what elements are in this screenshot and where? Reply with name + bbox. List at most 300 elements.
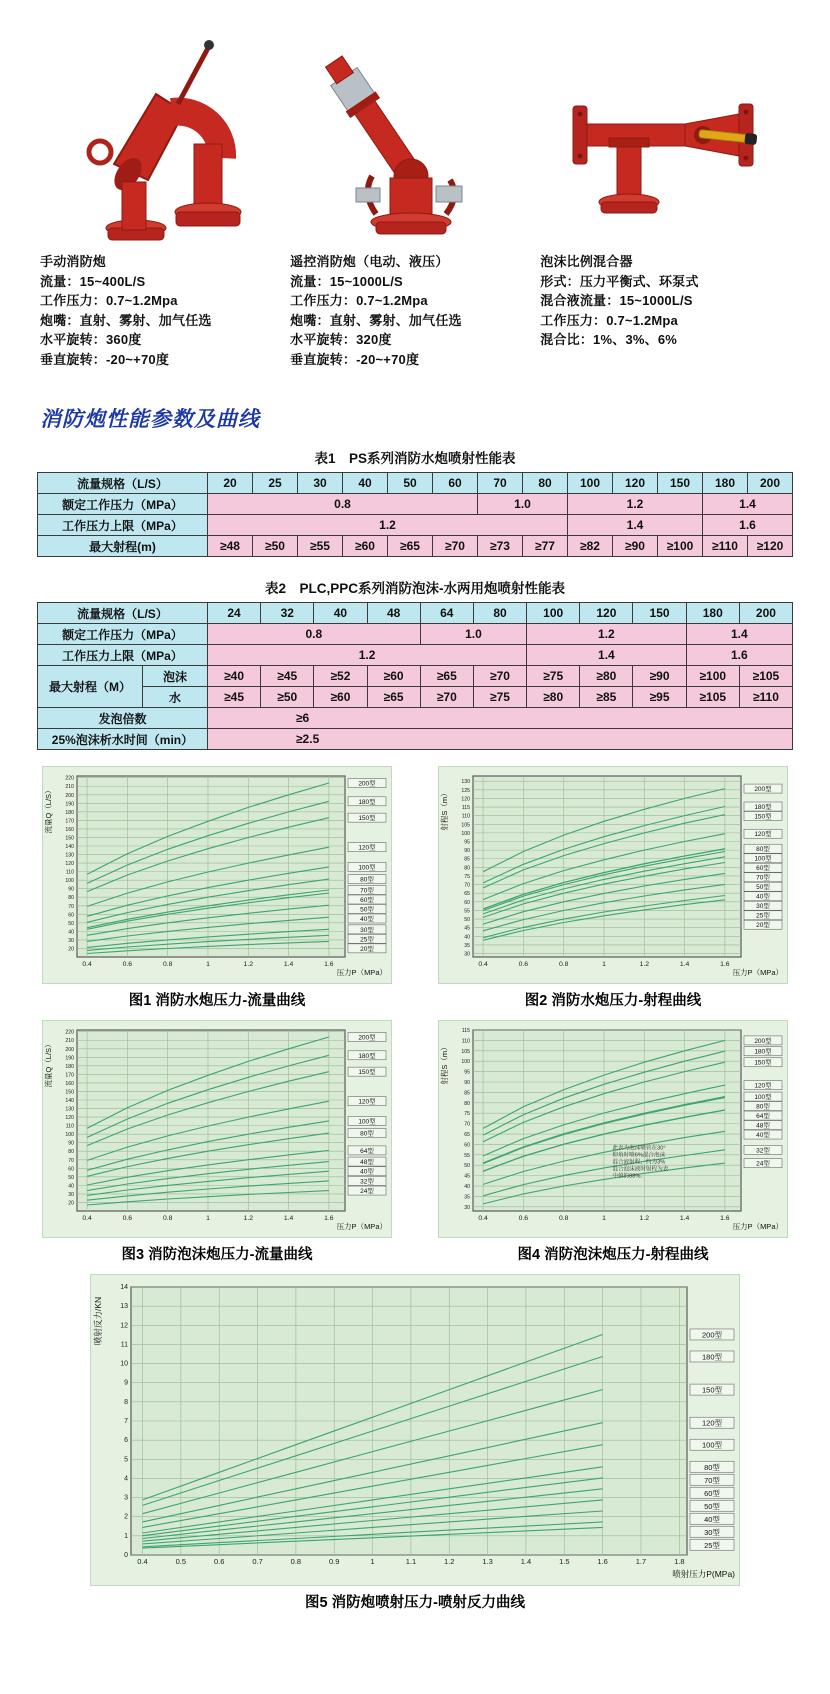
svg-text:85: 85 [464,856,470,863]
svg-text:压力P（MPa）: 压力P（MPa） [732,968,783,977]
svg-text:1.4: 1.4 [283,961,294,968]
table-cell: ≥65 [420,666,473,687]
table-cell: ≥90 [613,536,658,557]
svg-text:75: 75 [464,1111,470,1118]
figure-2 [438,766,788,1010]
svg-text:20: 20 [68,1200,74,1207]
chart-row-3 [0,1274,830,1612]
table-cell: 25 [253,473,298,494]
svg-text:1.8: 1.8 [674,1557,685,1566]
svg-text:0.7: 0.7 [252,1557,263,1566]
svg-text:0.8: 0.8 [290,1557,302,1566]
svg-text:200: 200 [65,1046,74,1053]
svg-text:7: 7 [124,1418,128,1425]
svg-text:60型: 60型 [704,1488,720,1498]
table-cell: 水 [142,687,207,708]
svg-text:180型: 180型 [754,1048,772,1056]
table-cell: 50 [388,473,433,494]
svg-text:200型: 200型 [358,1034,376,1042]
svg-text:13: 13 [120,1303,128,1311]
svg-text:4: 4 [124,1475,128,1483]
svg-text:120: 120 [65,1115,74,1122]
svg-text:9: 9 [124,1379,128,1387]
svg-text:60: 60 [464,899,470,906]
svg-text:90: 90 [464,848,470,855]
svg-text:200型: 200型 [358,780,376,788]
table-cell: 120 [613,473,658,494]
svg-text:80型: 80型 [756,846,770,854]
svg-text:32型: 32型 [756,1147,770,1155]
table-cell: 1.6 [703,515,793,536]
table-cell: 发泡倍数 [37,708,207,729]
svg-text:0.6: 0.6 [213,1557,225,1566]
remote-monitor-illustration [306,26,511,244]
svg-text:180型: 180型 [358,798,376,806]
table-cell: ≥6 [207,708,792,729]
svg-text:90: 90 [68,886,74,893]
table-cell: 180 [703,473,748,494]
svg-text:50: 50 [68,920,74,927]
svg-text:射程S（m）: 射程S（m） [440,1043,449,1085]
svg-text:1.6: 1.6 [324,1215,334,1222]
table-cell: ≥45 [207,687,260,708]
svg-text:100型: 100型 [754,1094,772,1102]
table-cell: ≥60 [343,536,388,557]
chart-water-flow-canvas [42,766,392,984]
table-cell: 1.0 [478,494,568,515]
table-cell: 最大射程（M） [37,666,142,708]
svg-text:0.4: 0.4 [82,961,92,968]
table-cell: 1.2 [568,494,703,515]
svg-text:30型: 30型 [756,903,770,911]
svg-text:1.2: 1.2 [639,961,650,968]
table-cell: ≥80 [580,666,633,687]
svg-text:0.6: 0.6 [518,1215,529,1222]
figure-5-caption: 图5 消防炮喷射压力-喷射反力曲线 [305,1595,525,1611]
svg-text:1.5: 1.5 [559,1557,570,1566]
table-cell: ≥85 [580,687,633,708]
svg-text:120: 120 [65,861,74,868]
svg-text:115: 115 [461,805,470,812]
svg-text:170: 170 [65,818,74,825]
table-cell: 1.2 [527,624,687,645]
svg-text:50: 50 [464,1163,470,1170]
svg-text:0.8: 0.8 [558,1215,569,1222]
product-image-foam-proportioner [540,26,800,244]
svg-text:5: 5 [124,1456,128,1464]
svg-text:35: 35 [464,942,470,949]
svg-text:0.4: 0.4 [82,1215,92,1222]
svg-text:180型: 180型 [754,804,772,812]
table-cell: 48 [367,603,420,624]
product-spec-line: 工作压力：0.7~1.2Mpa [290,293,428,308]
product-spec-line: 水平旋转：360度 [40,332,142,347]
table-cell: ≥50 [253,536,298,557]
table-cell: 40 [314,603,367,624]
svg-text:1.2: 1.2 [639,1215,650,1222]
table-cell: 1.2 [207,645,526,666]
table-cell: 200 [739,603,792,624]
table-cell: 0.8 [208,494,478,515]
page-title: 消防炮性能参数及曲线 [40,408,260,431]
svg-text:110: 110 [461,1038,470,1045]
table-cell: 180 [686,603,739,624]
svg-text:120型: 120型 [701,1418,723,1428]
table-cell: ≥105 [739,666,792,687]
svg-text:0.8: 0.8 [558,961,569,968]
table-cell: ≥70 [420,687,473,708]
table-cell: ≥45 [261,666,314,687]
table-cell: 100 [568,473,613,494]
table-cell: ≥82 [568,536,613,557]
svg-text:0.9: 0.9 [329,1557,340,1566]
svg-text:20: 20 [68,946,74,953]
svg-text:180: 180 [65,1063,74,1070]
svg-text:180型: 180型 [701,1352,723,1362]
svg-text:200: 200 [65,792,74,799]
svg-text:60: 60 [68,1166,74,1173]
svg-text:35: 35 [464,1194,470,1201]
svg-text:85: 85 [464,1090,470,1097]
svg-text:100: 100 [461,830,470,837]
svg-text:流量Q（L/S）: 流量Q（L/S） [44,1040,53,1088]
svg-text:1: 1 [602,961,606,968]
svg-text:190: 190 [65,801,74,808]
svg-text:80型: 80型 [704,1462,720,1472]
product-spec-line: 水平旋转：320度 [290,332,392,347]
product-spec-line: 混合比：1%、3%、6% [540,332,678,347]
svg-text:1: 1 [124,1532,128,1540]
table-cell: ≥40 [207,666,260,687]
svg-text:40: 40 [464,934,470,941]
chart-row-1 [0,766,830,1010]
svg-text:65: 65 [464,1132,470,1139]
product-remote-monitor [290,26,526,369]
svg-text:1.2: 1.2 [243,961,254,968]
table-cell: ≥65 [367,687,420,708]
figure-3 [42,1020,392,1264]
svg-text:140: 140 [65,1098,74,1105]
svg-text:150: 150 [65,835,74,842]
svg-text:95: 95 [464,1069,470,1076]
table-cell: 额定工作压力（MPa） [38,494,208,515]
svg-text:220: 220 [65,775,74,782]
table-cell: ≥95 [633,687,686,708]
svg-text:48型: 48型 [756,1122,770,1130]
product-spec-line: 形式：压力平衡式、环泵式 [540,273,699,289]
svg-text:200型: 200型 [754,786,772,794]
svg-text:45: 45 [464,1173,470,1180]
figure-5 [90,1274,740,1612]
table-cell: 流量规格（L/S） [37,603,207,624]
svg-text:喷射压力P(MPa): 喷射压力P(MPa) [672,1569,735,1579]
svg-text:0.8: 0.8 [162,961,173,968]
svg-text:喷射反力/KN: 喷射反力/KN [93,1296,103,1346]
svg-text:210: 210 [65,784,74,791]
svg-text:0.6: 0.6 [122,1215,133,1222]
table-cell: 80 [523,473,568,494]
svg-text:8: 8 [124,1398,128,1406]
table-cell: 32 [261,603,314,624]
svg-text:120型: 120型 [358,1098,376,1106]
svg-text:此表为泡沫喷管在30°: 此表为泡沫喷管在30° [612,1145,666,1152]
svg-text:200型: 200型 [701,1330,723,1340]
svg-text:70: 70 [464,882,470,889]
svg-text:3: 3 [124,1494,128,1502]
svg-text:80型: 80型 [756,1103,770,1111]
table-cell: 150 [633,603,686,624]
table-cell: 1.2 [208,515,568,536]
figure-2-caption: 图2 消防水炮压力-射程曲线 [524,993,702,1009]
svg-text:40型: 40型 [360,915,374,923]
svg-text:50: 50 [464,917,470,924]
svg-text:0.4: 0.4 [478,1215,488,1222]
foam-proportioner-illustration [555,54,785,244]
svg-text:45: 45 [464,925,470,932]
svg-text:压力P（MPa）: 压力P（MPa） [336,1222,387,1231]
svg-text:210: 210 [65,1038,74,1045]
svg-text:混合液射程，约为3%: 混合液射程，约为3% [612,1159,666,1166]
svg-text:1.1: 1.1 [405,1557,417,1566]
svg-text:30: 30 [464,951,470,958]
table-cell: 1.4 [686,624,792,645]
table-cell: 1.4 [703,494,793,515]
product-specs [290,272,526,370]
table-cell: 150 [658,473,703,494]
svg-text:95: 95 [464,839,470,846]
svg-text:64型: 64型 [756,1113,770,1121]
table-cell: 20 [208,473,253,494]
svg-text:130: 130 [65,852,74,859]
svg-text:110: 110 [461,813,470,820]
svg-text:75: 75 [464,873,470,880]
svg-text:64型: 64型 [360,1147,374,1155]
product-specs [540,272,800,350]
table-cell: ≥50 [261,687,314,708]
table-cell: ≥73 [478,536,523,557]
table-cell: 最大射程(m) [38,536,208,557]
manual-monitor-illustration [56,32,261,244]
svg-text:1: 1 [602,1215,606,1222]
table-cell: ≥75 [527,666,580,687]
table-cell: ≥90 [633,666,686,687]
svg-text:70: 70 [68,903,74,910]
svg-text:100型: 100型 [754,855,772,863]
svg-text:120型: 120型 [358,844,376,852]
svg-text:1.4: 1.4 [679,1215,690,1222]
svg-text:90: 90 [464,1080,470,1087]
product-spec-line: 垂直旋转：-20~+70度 [290,351,420,367]
table-cell: 1.4 [527,645,687,666]
svg-text:80: 80 [68,1149,74,1156]
svg-text:仰角时喷6%混合泡沫: 仰角时喷6%混合泡沫 [612,1152,666,1159]
product-info [540,252,800,350]
svg-text:60型: 60型 [360,896,374,904]
table-cell: 0.8 [207,624,420,645]
table-cell: ≥80 [527,687,580,708]
product-spec-line: 混合液流量：15~1000L/S [540,293,693,308]
table-cell: 25%泡沫析水时间（min） [37,729,207,750]
svg-text:140: 140 [65,844,74,851]
product-info [290,252,526,369]
table-cell: 1.6 [686,645,792,666]
svg-text:30型: 30型 [360,926,374,934]
svg-text:25型: 25型 [756,912,770,920]
table-cell: 额定工作压力（MPa） [37,624,207,645]
svg-text:60: 60 [464,1142,470,1149]
table-cell: ≥110 [739,687,792,708]
svg-text:30: 30 [464,1204,470,1211]
svg-text:0.5: 0.5 [175,1557,187,1566]
svg-text:1.6: 1.6 [324,961,334,968]
product-spec-line: 炮嘴：直射、雾射、加气任选 [290,312,462,328]
svg-text:190: 190 [65,1055,74,1062]
chart-foam-flow-canvas [42,1020,392,1238]
chart-water-range-canvas [438,766,788,984]
svg-text:70型: 70型 [756,874,770,882]
product-spec-line: 工作压力：0.7~1.2Mpa [40,293,178,308]
svg-text:0.4: 0.4 [478,961,488,968]
svg-text:1.2: 1.2 [444,1557,455,1566]
svg-text:105: 105 [461,1048,470,1055]
svg-text:1.4: 1.4 [520,1557,532,1566]
product-image-manual-monitor [40,26,276,244]
table-cell: ≥77 [523,536,568,557]
table-cell: 80 [473,603,526,624]
svg-text:150: 150 [65,1089,74,1096]
table-cell: ≥60 [314,687,367,708]
svg-text:120: 120 [461,796,470,803]
svg-text:1.6: 1.6 [720,961,730,968]
svg-text:混合泡沫液时射程为表: 混合泡沫液时射程为表 [612,1166,669,1173]
svg-text:0.8: 0.8 [162,1215,173,1222]
products-section [0,0,830,369]
svg-text:流量Q（L/S）: 流量Q（L/S） [44,786,53,834]
table-cell: 工作压力上限（MPa） [38,515,208,536]
table-cell: 40 [343,473,388,494]
svg-text:射程S（m）: 射程S（m） [440,789,449,831]
svg-text:180: 180 [65,809,74,816]
svg-text:1.6: 1.6 [720,1215,730,1222]
table-cell: 64 [420,603,473,624]
figure-1 [42,766,392,1010]
product-foam-proportioner [540,26,800,369]
table-cell: 100 [527,603,580,624]
chart-foam-range-canvas [438,1020,788,1238]
svg-text:170: 170 [65,1072,74,1079]
table-cell: ≥70 [473,666,526,687]
table-cell: ≥2.5 [207,729,792,750]
svg-text:120型: 120型 [754,1082,772,1090]
svg-text:20型: 20型 [360,945,374,953]
svg-text:1.6: 1.6 [597,1557,608,1566]
svg-text:40型: 40型 [756,1132,770,1140]
svg-text:30: 30 [68,1191,74,1198]
svg-text:100: 100 [65,878,74,885]
svg-text:130: 130 [461,779,470,786]
table-cell: ≥100 [686,666,739,687]
svg-text:80: 80 [464,865,470,872]
table-cell: ≥120 [748,536,793,557]
svg-text:25型: 25型 [360,936,374,944]
svg-text:80: 80 [68,895,74,902]
svg-text:65: 65 [464,891,470,898]
svg-text:50型: 50型 [704,1501,720,1511]
svg-text:1.3: 1.3 [482,1557,493,1566]
svg-text:50型: 50型 [360,906,374,914]
svg-text:0.6: 0.6 [122,961,133,968]
svg-text:80型: 80型 [360,876,374,884]
svg-text:130: 130 [65,1106,74,1113]
svg-text:180型: 180型 [358,1052,376,1060]
svg-text:40: 40 [68,1183,74,1190]
svg-text:0.6: 0.6 [518,961,529,968]
svg-text:100型: 100型 [358,1118,376,1126]
svg-text:1.4: 1.4 [679,961,690,968]
svg-text:1.7: 1.7 [635,1557,647,1566]
svg-text:48型: 48型 [360,1159,374,1167]
svg-text:150型: 150型 [754,813,772,821]
product-name: 手动消防炮 [40,254,107,269]
svg-text:70: 70 [68,1157,74,1164]
svg-text:0: 0 [124,1552,128,1559]
svg-text:10: 10 [120,1360,128,1368]
svg-text:20型: 20型 [756,922,770,930]
svg-text:60: 60 [68,912,74,919]
table1-caption: 表1 PS系列消防水炮喷射性能表 [314,451,516,466]
svg-text:12: 12 [120,1322,128,1330]
product-spec-line: 工作压力：0.7~1.2Mpa [540,312,678,328]
svg-text:150型: 150型 [754,1059,772,1067]
svg-text:40型: 40型 [360,1168,374,1176]
svg-text:50型: 50型 [756,884,770,892]
table-cell: ≥110 [703,536,748,557]
table-foam-water-monitor-performance [37,602,793,750]
table-cell: 工作压力上限（MPa） [37,645,207,666]
svg-text:100型: 100型 [701,1440,723,1450]
svg-text:30: 30 [68,937,74,944]
svg-text:1.4: 1.4 [283,1215,294,1222]
product-manual-monitor [40,26,276,369]
table-cell: ≥100 [658,536,703,557]
svg-text:70型: 70型 [360,887,374,895]
svg-text:30型: 30型 [704,1527,720,1537]
figure-4-caption: 图4 消防泡沫炮压力-射程曲线 [517,1247,709,1263]
svg-text:90: 90 [68,1140,74,1147]
table-water-monitor-performance [37,472,793,557]
table-cell: ≥105 [686,687,739,708]
svg-text:11: 11 [120,1341,128,1349]
svg-text:80: 80 [464,1100,470,1107]
svg-text:70: 70 [464,1121,470,1128]
product-image-remote-monitor [290,26,526,244]
figure-3-caption: 图3 消防泡沫炮压力-流量曲线 [121,1247,313,1263]
svg-text:105: 105 [461,822,470,829]
chart-reaction-force-canvas [90,1274,740,1586]
svg-text:1: 1 [370,1557,375,1566]
figure-1-caption: 图1 消防水炮压力-流量曲线 [128,993,306,1009]
table-cell: ≥52 [314,666,367,687]
svg-text:55: 55 [464,1152,470,1159]
svg-text:150型: 150型 [358,815,376,823]
svg-text:40: 40 [68,929,74,936]
product-name: 泡沫比例混合器 [540,254,633,269]
svg-text:100: 100 [461,1059,470,1066]
svg-text:115: 115 [461,1028,470,1034]
table2-caption: 表2 PLC,PPC系列消防泡沫-水两用炮喷射性能表 [264,581,565,596]
svg-text:110: 110 [65,1123,74,1130]
table-cell: ≥48 [208,536,253,557]
